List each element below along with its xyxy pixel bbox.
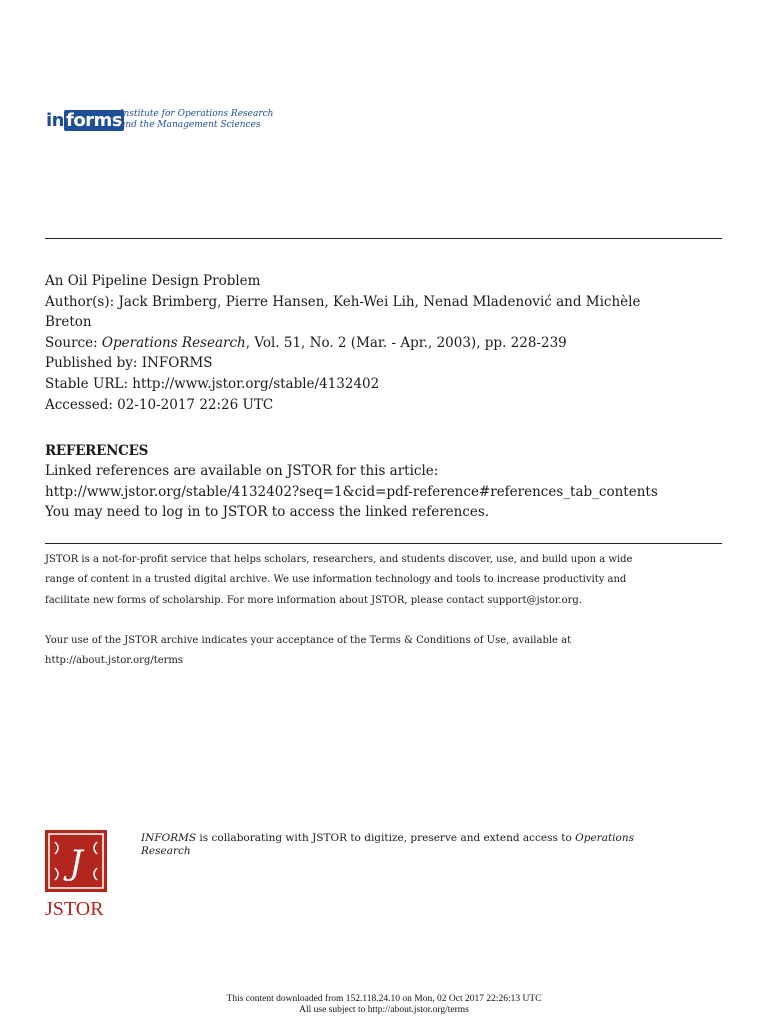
download-footer-line2: All use subject to http://about.jstor.org/terms: [299, 1005, 469, 1015]
references-link[interactable]: http://www.jstor.org/stable/4132402?seq=1&cid=pdf-reference#references_tab_contents: [45, 483, 658, 500]
article-source: [45, 333, 640, 354]
jstor-emblem-icon: [45, 830, 107, 892]
informs-logo-mark-in: in: [46, 110, 64, 131]
informs-logo: [46, 108, 276, 138]
source-details: , Vol. 51, No. 2 (Mar. - Apr., 2003), pp. 228-239: [245, 334, 567, 351]
notice-p1-line2: range of content in a trusted digital archive. We use information technology and tools to increase productivity and: [45, 574, 627, 586]
informs-logo-mark: [46, 110, 124, 131]
article-authors-line2: Breton: [45, 314, 92, 331]
notice-p1-line1: JSTOR is a not-for-profit service that helps scholars, researchers, and students discover, use, and build upon a wide: [45, 554, 633, 565]
middle-divider: [45, 543, 722, 544]
article-metadata: [45, 271, 640, 415]
informs-logo-text: [120, 109, 273, 131]
collab-publisher: INFORMS: [141, 832, 197, 844]
top-divider: [45, 238, 722, 239]
informs-logo-line1: Institute for Operations Research: [120, 109, 274, 119]
article-authors-line1: Author(s): Jack Brimberg, Pierre Hansen, Keh-Wei Lih, Nenad Mladenović and Michèle: [45, 293, 641, 310]
article-title: An Oil Pipeline Design Problem: [45, 273, 261, 289]
collab-journal: Operations Research: [141, 832, 635, 857]
collab-text: is collaborating with JSTOR to digitize, preserve and extend access to: [196, 832, 576, 844]
informs-logo-mark-forms: forms: [65, 110, 123, 131]
download-footer-line1: This content downloaded from 152.118.24.10 on Mon, 02 Oct 2017 22:26:13 UTC: [226, 994, 542, 1004]
references-line3: You may need to log in to JSTOR to access the linked references.: [45, 504, 490, 521]
jstor-logo: [45, 830, 109, 922]
article-publisher: Published by: INFORMS: [45, 355, 213, 372]
svg-text:J: J: [69, 843, 83, 883]
notice-p2-line1: Your use of the JSTOR archive indicates your acceptance of the Terms & Conditions of Use, available at: [45, 635, 572, 646]
article-stable-url[interactable]: Stable URL: http://www.jstor.org/stable/4132402: [45, 375, 380, 392]
notice-p1-line3: facilitate new forms of scholarship. For more information about JSTOR, please contact support@jstor.org.: [45, 594, 582, 606]
references-heading: REFERENCES: [45, 443, 149, 459]
notice-terms-link[interactable]: http://about.jstor.org/terms: [45, 655, 184, 667]
jstor-terms-notice: [45, 631, 571, 672]
jstor-notice: [45, 550, 632, 611]
references-line1: Linked references are available on JSTOR for this article:: [45, 463, 439, 479]
source-prefix: Source:: [45, 334, 102, 351]
references-block: [45, 461, 658, 523]
jstor-wordmark: JSTOR: [45, 898, 104, 920]
collaboration-statement: [141, 832, 681, 857]
article-accessed: Accessed: 02-10-2017 22:26 UTC: [45, 396, 274, 413]
informs-logo-line2: and the Management Sciences: [120, 120, 261, 130]
jstor-emblem: [45, 830, 107, 892]
source-journal: Operations Research: [101, 334, 246, 351]
